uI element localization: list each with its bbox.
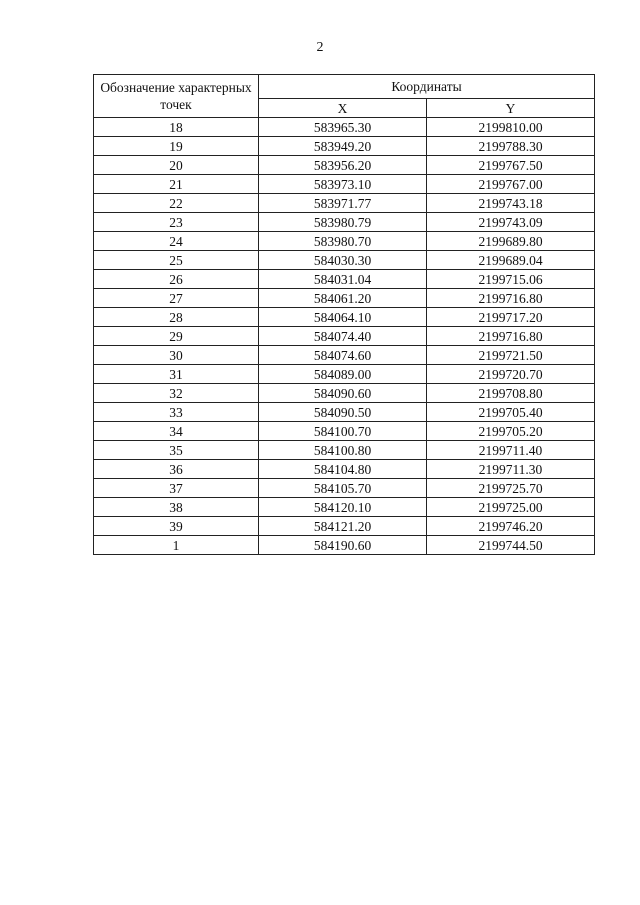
y-coordinate-cell: 2199720.70 — [427, 365, 595, 384]
x-coordinate-cell: 584100.70 — [259, 422, 427, 441]
table-row — [94, 270, 595, 289]
point-cell: 34 — [94, 422, 259, 441]
y-coordinate-cell: 2199689.04 — [427, 251, 595, 270]
coordinates-table — [93, 74, 595, 555]
x-coordinate-cell: 584074.40 — [259, 327, 427, 346]
table-row — [94, 213, 595, 232]
point-cell: 26 — [94, 270, 259, 289]
point-cell: 37 — [94, 479, 259, 498]
table-row — [94, 460, 595, 479]
x-coordinate-cell: 583949.20 — [259, 137, 427, 156]
table-row — [94, 441, 595, 460]
point-cell: 28 — [94, 308, 259, 327]
x-coordinate-cell: 583973.10 — [259, 175, 427, 194]
x-coordinate-cell: 584064.10 — [259, 308, 427, 327]
table-row — [94, 251, 595, 270]
y-coordinate-cell: 2199725.00 — [427, 498, 595, 517]
x-coordinate-cell: 584030.30 — [259, 251, 427, 270]
table-row — [94, 536, 595, 555]
point-cell: 29 — [94, 327, 259, 346]
table-row — [94, 479, 595, 498]
table-row — [94, 403, 595, 422]
y-coordinate-cell: 2199743.18 — [427, 194, 595, 213]
x-coordinate-cell: 584090.50 — [259, 403, 427, 422]
point-cell: 21 — [94, 175, 259, 194]
point-cell: 27 — [94, 289, 259, 308]
coordinates-header: Координаты — [259, 75, 595, 99]
point-designation-header: Обозначение характерных точек — [94, 75, 259, 118]
x-coordinate-cell: 584104.80 — [259, 460, 427, 479]
point-cell: 39 — [94, 517, 259, 536]
y-coordinate-cell: 2199708.80 — [427, 384, 595, 403]
y-coordinate-cell: 2199711.30 — [427, 460, 595, 479]
x-coordinate-cell: 584031.04 — [259, 270, 427, 289]
x-coordinate-cell: 583980.70 — [259, 232, 427, 251]
point-cell: 38 — [94, 498, 259, 517]
point-cell: 20 — [94, 156, 259, 175]
point-cell: 32 — [94, 384, 259, 403]
x-column-header: X — [259, 99, 427, 118]
y-coordinate-cell: 2199810.00 — [427, 118, 595, 137]
table-row — [94, 118, 595, 137]
page-number: 2 — [316, 40, 324, 55]
table-row — [94, 517, 595, 536]
x-coordinate-cell: 584121.20 — [259, 517, 427, 536]
y-coordinate-cell: 2199743.09 — [427, 213, 595, 232]
table-row — [94, 498, 595, 517]
y-coordinate-cell: 2199689.80 — [427, 232, 595, 251]
point-cell: 33 — [94, 403, 259, 422]
y-coordinate-cell: 2199746.20 — [427, 517, 595, 536]
table-row — [94, 156, 595, 175]
x-coordinate-cell: 584061.20 — [259, 289, 427, 308]
point-cell: 30 — [94, 346, 259, 365]
x-coordinate-cell: 584105.70 — [259, 479, 427, 498]
y-coordinate-cell: 2199705.20 — [427, 422, 595, 441]
y-coordinate-cell: 2199716.80 — [427, 327, 595, 346]
point-cell: 36 — [94, 460, 259, 479]
table-header-row — [94, 75, 595, 99]
y-coordinate-cell: 2199788.30 — [427, 137, 595, 156]
point-cell: 19 — [94, 137, 259, 156]
table-row — [94, 308, 595, 327]
y-coordinate-cell: 2199715.06 — [427, 270, 595, 289]
x-coordinate-cell: 584089.00 — [259, 365, 427, 384]
x-coordinate-cell: 584074.60 — [259, 346, 427, 365]
y-coordinate-cell: 2199725.70 — [427, 479, 595, 498]
point-cell: 23 — [94, 213, 259, 232]
point-cell: 1 — [94, 536, 259, 555]
table-row — [94, 175, 595, 194]
x-coordinate-cell: 584100.80 — [259, 441, 427, 460]
y-coordinate-cell: 2199767.50 — [427, 156, 595, 175]
x-coordinate-cell: 583965.30 — [259, 118, 427, 137]
y-coordinate-cell: 2199716.80 — [427, 289, 595, 308]
y-column-header: Y — [427, 99, 595, 118]
table-row — [94, 137, 595, 156]
table-row — [94, 422, 595, 441]
table-row — [94, 365, 595, 384]
x-coordinate-cell: 584090.60 — [259, 384, 427, 403]
y-coordinate-cell: 2199711.40 — [427, 441, 595, 460]
point-cell: 31 — [94, 365, 259, 384]
x-coordinate-cell: 584120.10 — [259, 498, 427, 517]
point-cell: 35 — [94, 441, 259, 460]
x-coordinate-cell: 583971.77 — [259, 194, 427, 213]
point-cell: 25 — [94, 251, 259, 270]
x-coordinate-cell: 583956.20 — [259, 156, 427, 175]
table-header — [94, 75, 595, 118]
y-coordinate-cell: 2199705.40 — [427, 403, 595, 422]
point-cell: 24 — [94, 232, 259, 251]
table-row — [94, 346, 595, 365]
table-row — [94, 289, 595, 308]
y-coordinate-cell: 2199767.00 — [427, 175, 595, 194]
point-cell: 18 — [94, 118, 259, 137]
table-row — [94, 327, 595, 346]
y-coordinate-cell: 2199717.20 — [427, 308, 595, 327]
table-row — [94, 384, 595, 403]
x-coordinate-cell: 584190.60 — [259, 536, 427, 555]
y-coordinate-cell: 2199744.50 — [427, 536, 595, 555]
y-coordinate-cell: 2199721.50 — [427, 346, 595, 365]
table-body — [94, 118, 595, 555]
table-row — [94, 194, 595, 213]
x-coordinate-cell: 583980.79 — [259, 213, 427, 232]
point-cell: 22 — [94, 194, 259, 213]
table-row — [94, 232, 595, 251]
